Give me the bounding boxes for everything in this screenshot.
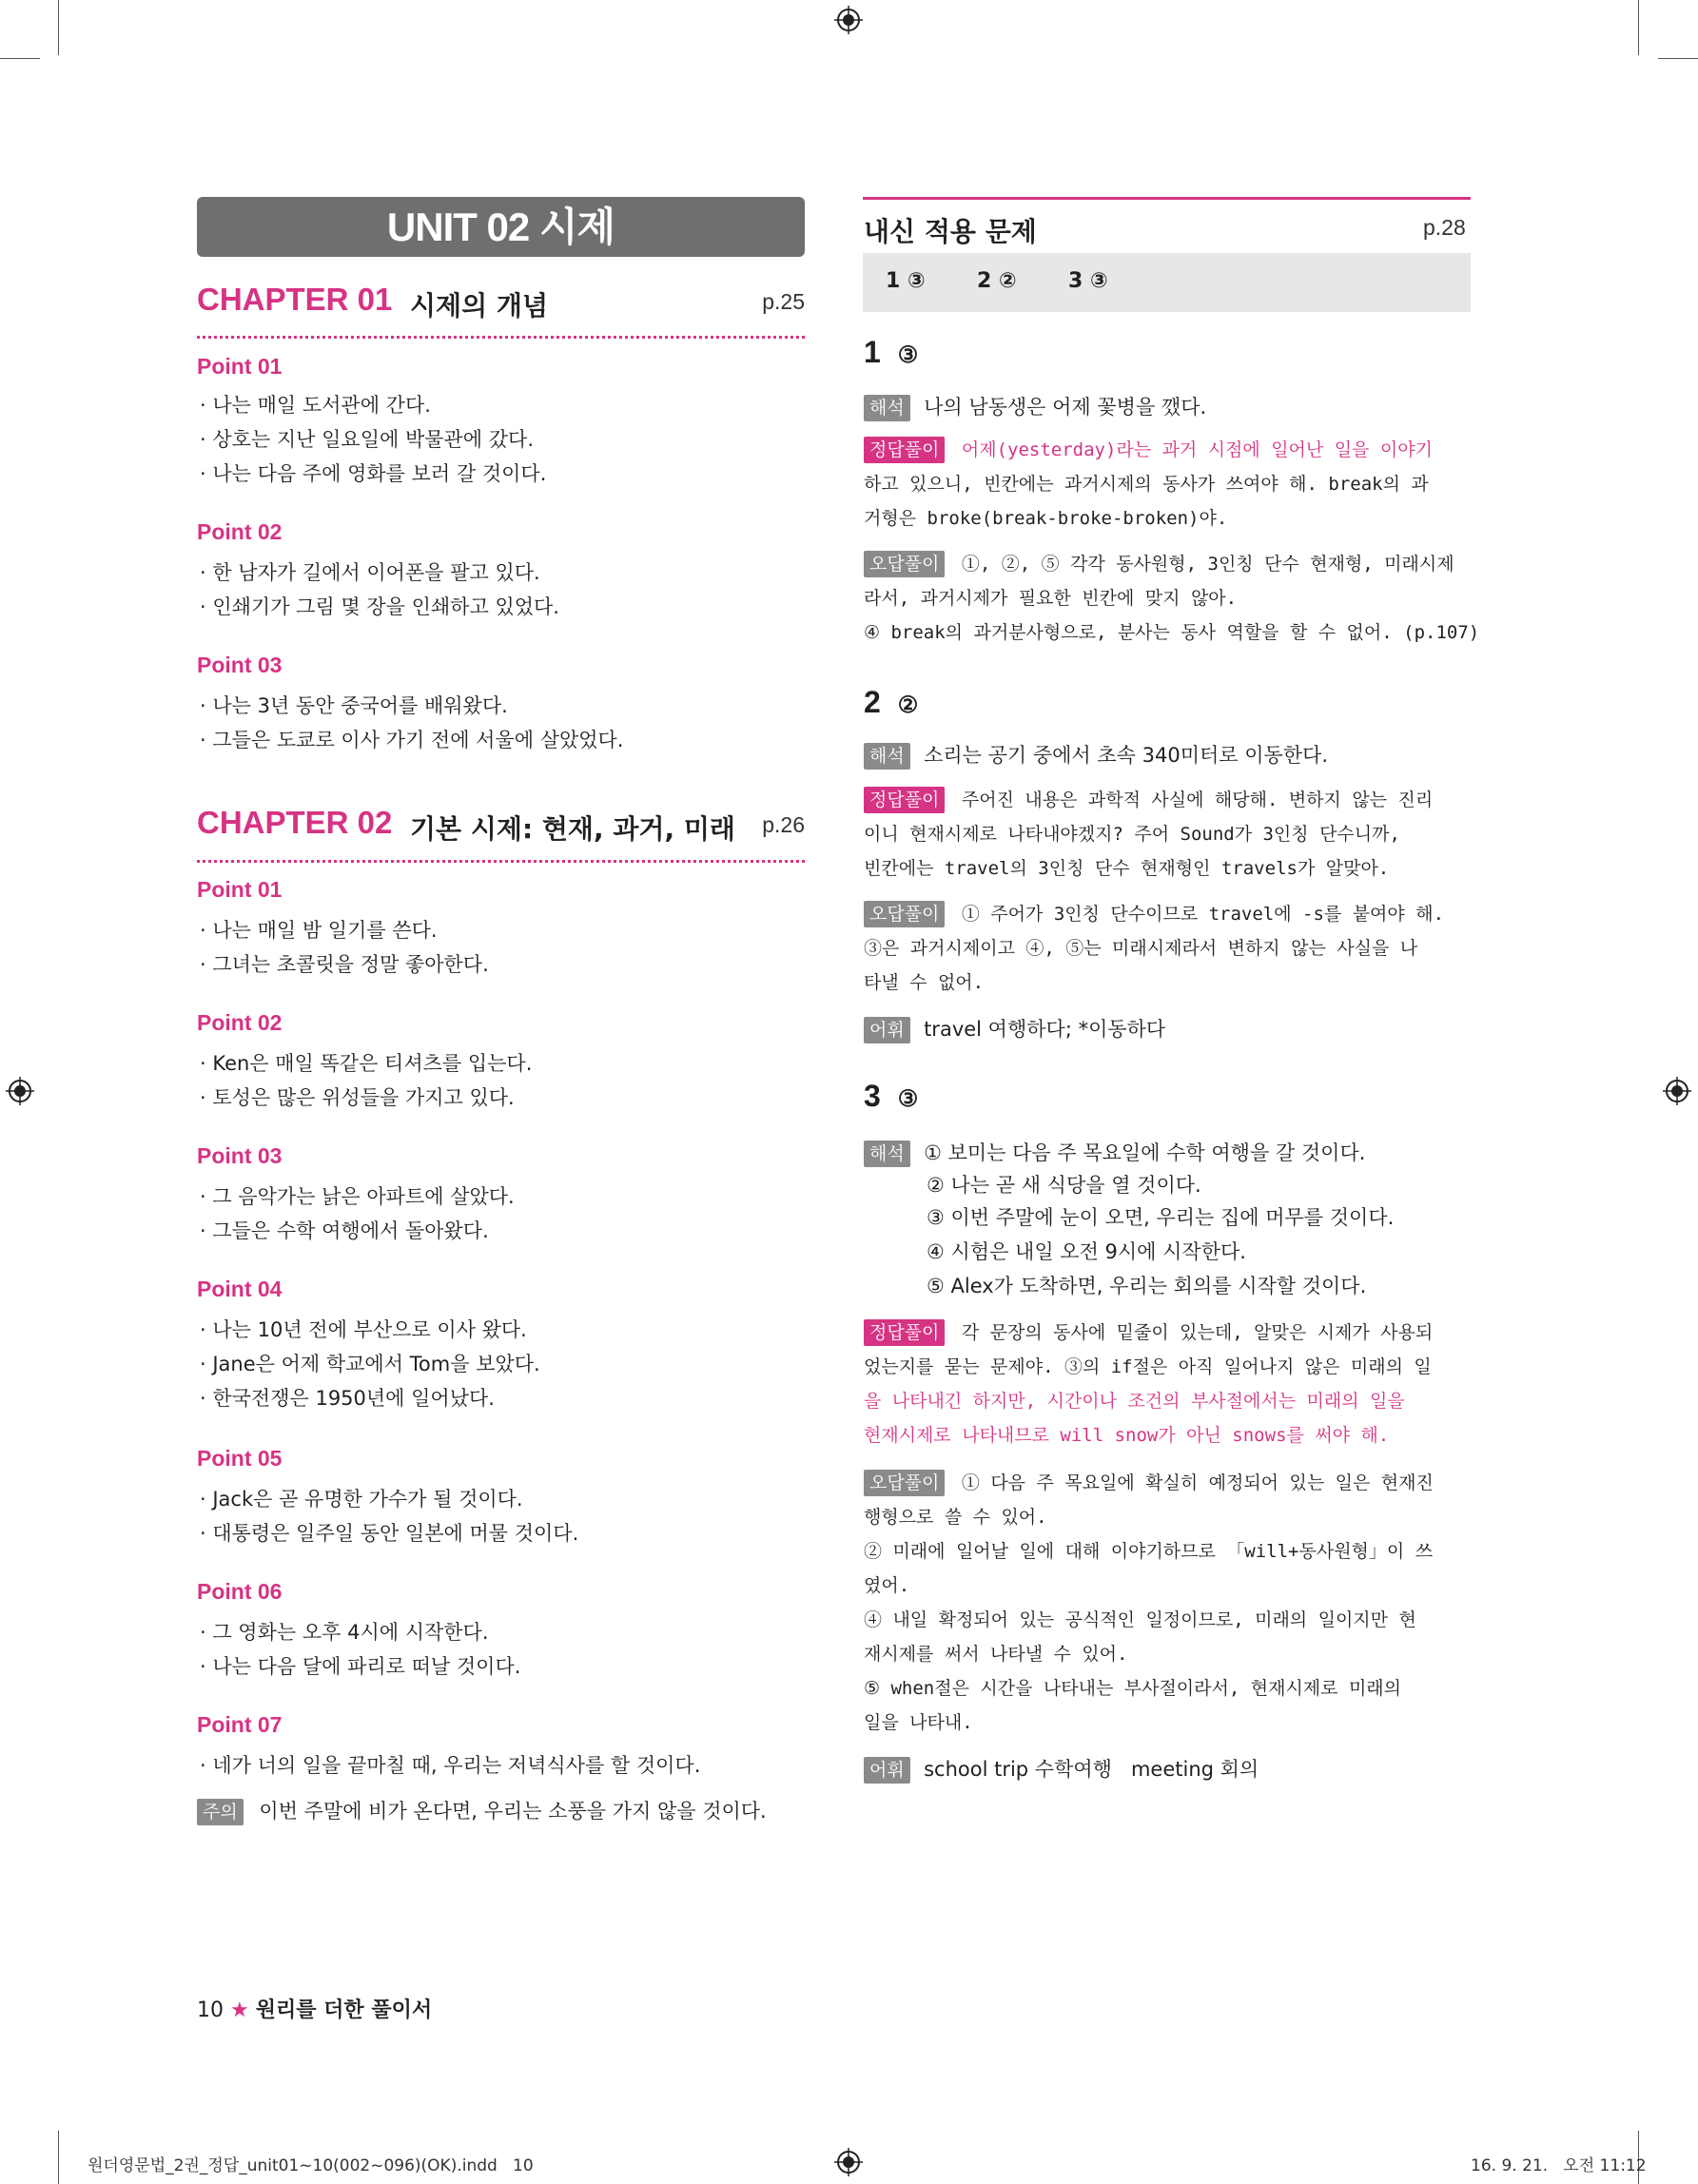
example-sentence: · 나는 다음 주에 영화를 보러 갈 것이다.: [200, 462, 547, 485]
wrong-answer-line: ④ break의 과거분사형으로, 분사는 동사 역할을 할 수 없어. (p.107): [864, 622, 1480, 643]
print-slug-file: 원더영문법_2권_정답_unit01~10(002~096)(OK).indd 10: [88, 2156, 534, 2175]
answer-key-box: [863, 253, 1471, 312]
wrong-answer-line: 였어.: [864, 1575, 910, 1596]
answer-key-item: 1 ③: [886, 269, 926, 293]
explanation-line: 하고 있으니, 빈칸에는 과거시제의 동사가 쓰여야 해. break의 과: [864, 474, 1429, 495]
chapter-heading: [197, 805, 805, 852]
point-label: Point 01: [197, 877, 283, 902]
page-number: 10: [197, 1999, 224, 2022]
explanation-line: 이니 현재시제로 나타내야겠지? 주어 Sound가 3인칭 단수니까,: [864, 824, 1400, 845]
wrong-answer-line: 오답풀이 ①, ②, ⑤ 각각 동사원형, 3인칭 단수 현재형, 미래시제: [864, 550, 1454, 577]
chapter-page-ref: p.26: [762, 812, 805, 837]
explanation-line: 현재시제로 나타내므로 will snow가 아닌 snows를 써야 해.: [864, 1425, 1390, 1446]
explanation-line: 정답풀이 어제(yesterday)라는 과거 시점에 일어난 일을 이야기: [864, 436, 1433, 463]
question-number: 3 ③: [864, 1079, 919, 1113]
translation-line: ④ 시험은 내일 오전 9시에 시작한다.: [927, 1240, 1246, 1263]
wrong-answer-line: ④ 내일 확정되어 있는 공식적인 일정이므로, 미래의 일이지만 현: [864, 1609, 1416, 1630]
wrong-answer-line: 일을 나타내.: [864, 1712, 973, 1733]
wrong-answer-line: ③은 과거시제이고 ④, ⑤는 미래시제라서 변하지 않는 사실을 나: [864, 938, 1418, 959]
vocabulary-badge: 어휘: [864, 1757, 910, 1784]
wrong-answer-line: 재시제를 써서 나타낼 수 있어.: [864, 1644, 1128, 1665]
example-sentence: · 나는 매일 밤 일기를 쓴다.: [200, 919, 438, 942]
wrong-answer-badge: 오답풀이: [864, 1470, 945, 1496]
point-label: Point 06: [197, 1579, 283, 1604]
explanation-line: 빈칸에는 travel의 3인칭 단수 현재형인 travels가 알맞아.: [864, 858, 1390, 879]
point-label: Point 01: [197, 354, 283, 379]
example-sentence: · Jack은 곧 유명한 가수가 될 것이다.: [200, 1488, 523, 1511]
note-text: 이번 주말에 비가 온다면, 우리는 소풍을 가지 않을 것이다.: [259, 1800, 767, 1823]
question-answer: ③: [897, 1086, 919, 1112]
example-sentence: · 나는 3년 동안 중국어를 배워왔다.: [200, 694, 508, 717]
explanation-line: 정답풀이 각 문장의 동사에 밑줄이 있는데, 알맞은 시제가 사용되: [864, 1318, 1433, 1346]
explanation-line: 었는지를 묻는 문제야. ③의 if절은 아직 일어나지 않은 미래의 일: [864, 1356, 1432, 1377]
example-sentence: · 그 음악가는 낡은 아파트에 살았다.: [200, 1185, 515, 1208]
example-sentence: · 대통령은 일주일 동안 일본에 머물 것이다.: [200, 1522, 579, 1545]
point-label: Point 03: [197, 653, 283, 677]
page-footer: [197, 1994, 432, 2023]
example-sentence: · Jane은 어제 학교에서 Tom을 보았다.: [200, 1353, 540, 1375]
wrong-answer-line: 타낼 수 없어.: [864, 972, 985, 993]
vocabulary-line: 어휘 school trip 수학여행 meeting 회의: [864, 1754, 1259, 1784]
wrong-answer-line: 오답풀이 ① 다음 주 목요일에 확실히 예정되어 있는 일은 현재진: [864, 1469, 1434, 1496]
example-sentence: · 그 영화는 오후 4시에 시작한다.: [200, 1621, 489, 1644]
explanation-line: 거형은 broke(break-broke-broken)야.: [864, 508, 1228, 529]
translation-line: 해석 나의 남동생은 어제 꽃병을 깼다.: [864, 392, 1206, 421]
explanation-line: 정답풀이 주어진 내용은 과학적 사실에 해당해. 변하지 않는 진리: [864, 786, 1433, 813]
example-sentence: · 토성은 많은 위성들을 가지고 있다.: [200, 1086, 515, 1109]
wrong-answer-badge: 오답풀이: [864, 901, 945, 927]
translation-line: ⑤ Alex가 도착하면, 우리는 회의를 시작할 것이다.: [927, 1275, 1367, 1297]
translation-line: ③ 이번 주말에 눈이 오면, 우리는 집에 머무를 것이다.: [927, 1206, 1395, 1229]
chapter-page-ref: p.25: [762, 289, 805, 314]
example-sentence: · 한국전쟁은 1950년에 일어났다.: [200, 1387, 495, 1410]
chapter-heading: [197, 282, 805, 329]
note-badge: 주의: [197, 1799, 244, 1825]
example-sentence: · 나는 매일 도서관에 간다.: [200, 394, 431, 417]
crop-mark: [1658, 58, 1698, 59]
wrong-answer-line: ⑤ when절은 시간을 나타내는 부사절이라서, 현재시제로 미래의: [864, 1678, 1402, 1699]
crop-mark: [58, 0, 59, 55]
print-slug-date: 16. 9. 21. 오전 11:12: [1471, 2156, 1647, 2175]
note-line: [197, 1796, 767, 1825]
book-title: 원리를 더한 풀이서: [255, 1999, 433, 2022]
translation-badge: 해석: [864, 395, 910, 421]
translation-badge: 해석: [864, 1141, 910, 1167]
wrong-answer-line: 오답풀이 ① 주어가 3인칭 단수이므로 travel에 -s를 붙여야 해.: [864, 900, 1444, 927]
wrong-answer-line: 행형으로 쓸 수 있어.: [864, 1507, 1047, 1528]
question-answer: ②: [897, 692, 919, 718]
vocabulary-badge: 어휘: [864, 1017, 910, 1043]
answer-explanation-badge: 정답풀이: [864, 787, 945, 813]
example-sentence: · 상호는 지난 일요일에 박물관에 갔다.: [200, 428, 535, 451]
point-label: Point 05: [197, 1446, 283, 1471]
crop-mark: [1638, 0, 1639, 55]
chapter-title: 시제의 개념: [410, 290, 548, 322]
vocabulary-line: 어휘 travel 여행하다; *이동하다: [864, 1014, 1165, 1043]
example-sentence: · 그들은 수학 여행에서 돌아왔다.: [200, 1219, 489, 1242]
point-label: Point 02: [197, 519, 283, 544]
point-label: Point 02: [197, 1010, 283, 1035]
example-sentence: · 나는 10년 전에 부산으로 이사 왔다.: [200, 1318, 527, 1341]
answer-explanation-badge: 정답풀이: [864, 1319, 945, 1346]
dotted-divider: [197, 860, 805, 863]
wrong-answer-badge: 오답풀이: [864, 551, 945, 577]
star-icon: ★: [230, 1999, 249, 2022]
wrong-answer-line: ② 미래에 일어날 일에 대해 이야기하므로 「will+동사원형」이 쓰: [864, 1541, 1434, 1562]
registration-mark-icon: [834, 6, 863, 34]
translation-line: 해석 ① 보미는 다음 주 목요일에 수학 여행을 갈 것이다.: [864, 1138, 1365, 1167]
translation-line: ② 나는 곧 새 식당을 열 것이다.: [927, 1174, 1201, 1197]
example-sentence: · 그녀는 초콜릿을 정말 좋아한다.: [200, 953, 489, 976]
registration-mark-icon: [1663, 1077, 1691, 1105]
example-sentence: · Ken은 매일 똑같은 티셔츠를 입는다.: [200, 1052, 533, 1075]
example-sentence: · 한 남자가 길에서 이어폰을 팔고 있다.: [200, 561, 540, 584]
wrong-answer-line: 라서, 과거시제가 필요한 빈칸에 맞지 않아.: [864, 588, 1238, 609]
translation-badge: 해석: [864, 743, 910, 770]
chapter-number: CHAPTER 02: [197, 805, 393, 840]
translation-line: 해석 소리는 공기 중에서 초속 340미터로 이동한다.: [864, 740, 1328, 770]
unit-title: UNIT 02 시제: [197, 197, 805, 257]
question-number: 2 ②: [864, 685, 919, 719]
explanation-line: 을 나타내긴 하지만, 시간이나 조건의 부사절에서는 미래의 일을: [864, 1391, 1405, 1412]
chapter-title: 기본 시제: 현재, 과거, 미래: [410, 813, 735, 845]
answer-explanation-badge: 정답풀이: [864, 437, 945, 463]
point-label: Point 07: [197, 1712, 283, 1737]
registration-mark-icon: [6, 1077, 34, 1105]
section-page-ref: p.28: [1423, 215, 1466, 240]
question-number: 1 ③: [864, 335, 919, 369]
question-answer: ③: [897, 342, 919, 368]
section-title: 내신 적용 문제: [864, 216, 1037, 247]
answer-key-item: 2 ②: [977, 269, 1017, 293]
example-sentence: · 인쇄기가 그림 몇 장을 인쇄하고 있었다.: [200, 595, 559, 618]
point-label: Point 03: [197, 1143, 283, 1168]
crop-mark: [0, 58, 40, 59]
registration-mark-icon: [834, 2148, 863, 2176]
example-sentence: · 나는 다음 달에 파리로 떠날 것이다.: [200, 1655, 521, 1678]
example-sentence: · 네가 너의 일을 끝마칠 때, 우리는 저녁식사를 할 것이다.: [200, 1754, 701, 1777]
dotted-divider: [197, 336, 805, 339]
point-label: Point 04: [197, 1277, 283, 1301]
section-top-rule: [863, 197, 1471, 200]
answer-key-item: 3 ③: [1068, 269, 1108, 293]
crop-mark: [58, 2131, 59, 2184]
example-sentence: · 그들은 도쿄로 이사 가기 전에 서울에 살았었다.: [200, 729, 624, 751]
chapter-number: CHAPTER 01: [197, 282, 393, 317]
